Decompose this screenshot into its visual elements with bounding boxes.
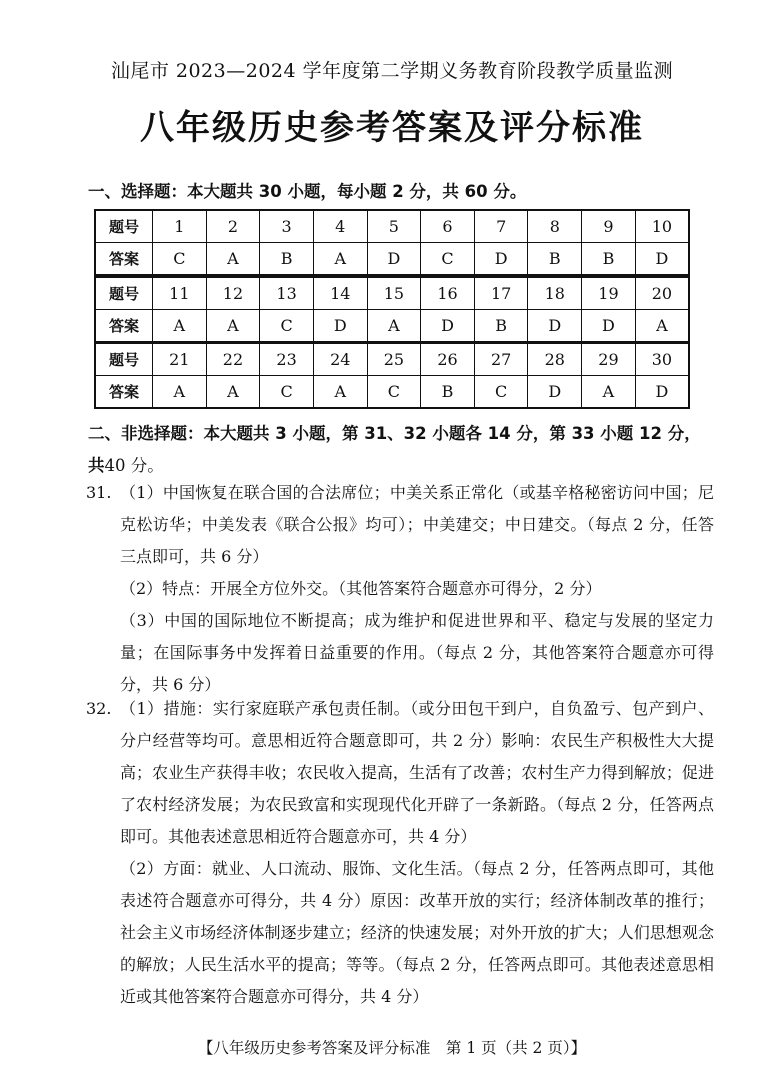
page-footer: 【八年级历史参考答案及评分标准 第 1 页（共 2 页）】 — [197, 1039, 587, 1057]
answer-table-2 — [94, 276, 690, 343]
answer-table-1 — [94, 209, 690, 276]
question-number: 3 — [260, 210, 314, 243]
question-number: 15 — [367, 277, 421, 310]
answer-cell: D — [635, 376, 689, 409]
answer-cell: A — [313, 243, 367, 276]
question-number: 8 — [528, 210, 582, 243]
question-number-label: 31. — [86, 483, 112, 502]
exam-header: 汕尾市 2023—2024 学年度第二学期义务教育阶段教学质量监测 — [110, 60, 674, 82]
q32-part1: （1）措施：实行家庭联产承包责任制。（或分田包干到户，自负盈亏、包产到户、分户经营等均可。意思相近符合题意即可，共 2 分）影响：农民生产积极性大大提高；农业生产获得丰收；农民收入提高，生活有了改善；农村生产力得到解放；促进了农村经济发展；为农民致富和实现现代化开辟了一条新路。（每点 2 分，任答两点即可。其他表述意思相近符合题意亦可，共 4 分） — [120, 699, 714, 846]
answer-cell: A — [153, 376, 207, 409]
answer-cell: A — [635, 310, 689, 343]
answer-cell: D — [421, 310, 475, 343]
question-number: 13 — [260, 277, 314, 310]
row-label: 题号 — [95, 210, 153, 243]
row-label: 题号 — [95, 343, 153, 376]
answer-cell: A — [313, 376, 367, 409]
answer-table-3 — [94, 342, 690, 409]
question-number: 25 — [367, 343, 421, 376]
question-number-label: 32. — [86, 699, 112, 718]
table-row-answers — [95, 376, 689, 409]
table-row-numbers — [95, 210, 689, 243]
answer-cell: B — [528, 243, 582, 276]
question-number: 6 — [421, 210, 475, 243]
row-label: 答案 — [95, 376, 153, 409]
answer-cell: C — [153, 243, 207, 276]
answer-cell: C — [260, 310, 314, 343]
question-number: 7 — [474, 210, 528, 243]
answer-cell: D — [528, 310, 582, 343]
answer-cell: A — [153, 310, 207, 343]
question-number: 22 — [206, 343, 260, 376]
section2-heading-bold: 二、非选择题：本大题共 3 小题，第 31、32 小题各 14 分，第 33 小题 12 分，共 — [88, 424, 701, 475]
question-number: 20 — [635, 277, 689, 310]
q32-part2: （2）方面：就业、人口流动、服饰、文化生活。（每点 2 分，任答两点即可，其他表述符合题意亦可得分，共 4 分）原因：改革开放的实行；经济体制改革的推行；社会主义市场经济体制逐步建立；经济的快速发展；对外开放的扩大；人们思想观念的解放；人民生活水平的提高；等等。（每点 2 分，任答两点即可。其他表述意思相近或其他答案符合题意亦可得分，共 4 分） — [120, 859, 714, 1006]
answer-cell: D — [635, 243, 689, 276]
question-number: 26 — [421, 343, 475, 376]
section2-heading-tail: 40 分。 — [104, 456, 164, 475]
q31-part2: （2）特点：开展全方位外交。（其他答案符合题意亦可得分，2 分） — [120, 579, 602, 598]
answer-cell: A — [206, 310, 260, 343]
question-number: 17 — [474, 277, 528, 310]
table-row-answers — [95, 310, 689, 343]
answer-cell: D — [528, 376, 582, 409]
row-label: 题号 — [95, 277, 153, 310]
question-number: 27 — [474, 343, 528, 376]
question-number: 28 — [528, 343, 582, 376]
section1-heading: 一、选择题：本大题共 30 小题，每小题 2 分，共 60 分。 — [88, 182, 527, 201]
table-row-numbers — [95, 343, 689, 376]
question-number: 5 — [367, 210, 421, 243]
answer-cell: A — [206, 243, 260, 276]
question-number: 2 — [206, 210, 260, 243]
answer-cell: B — [260, 243, 314, 276]
row-label: 答案 — [95, 310, 153, 343]
table-row-numbers — [95, 277, 689, 310]
q31-part1: （1）中国恢复在联合国的合法席位；中美关系正常化（或基辛格秘密访问中国；尼克松访华；中美发表《联合公报》均可）；中美建交；中日建交。（每点 2 分，任答三点即可，共 6 分） — [120, 483, 714, 566]
answer-cell: A — [582, 376, 636, 409]
question-number: 23 — [260, 343, 314, 376]
question-32 — [86, 693, 714, 1013]
question-number: 12 — [206, 277, 260, 310]
question-number: 11 — [153, 277, 207, 310]
section2-heading — [88, 418, 712, 482]
question-number: 29 — [582, 343, 636, 376]
question-number: 19 — [582, 277, 636, 310]
answer-cell: C — [421, 243, 475, 276]
table-row-answers — [95, 243, 689, 276]
question-number: 1 — [153, 210, 207, 243]
question-number: 24 — [313, 343, 367, 376]
answer-cell: D — [313, 310, 367, 343]
question-number: 18 — [528, 277, 582, 310]
answer-cell: A — [367, 310, 421, 343]
answer-cell: B — [582, 243, 636, 276]
answer-cell: C — [474, 376, 528, 409]
q31-part3: （3）中国的国际地位不断提高；成为维护和促进世界和平、稳定与发展的坚定力量；在国际事务中发挥着日益重要的作用。（每点 2 分，其他答案符合题意亦可得分，共 6 分） — [120, 611, 714, 694]
question-number: 21 — [153, 343, 207, 376]
question-number: 16 — [421, 277, 475, 310]
answer-cell: C — [260, 376, 314, 409]
question-number: 30 — [635, 343, 689, 376]
answer-cell: A — [206, 376, 260, 409]
question-number: 4 — [313, 210, 367, 243]
answer-cell: B — [474, 310, 528, 343]
answer-cell: B — [421, 376, 475, 409]
question-number: 9 — [582, 210, 636, 243]
answer-cell: C — [367, 376, 421, 409]
answer-cell: D — [367, 243, 421, 276]
answer-cell: D — [582, 310, 636, 343]
page-title: 八年级历史参考答案及评分标准 — [140, 108, 644, 148]
question-31 — [86, 477, 714, 701]
row-label: 答案 — [95, 243, 153, 276]
answer-cell: D — [474, 243, 528, 276]
question-number: 14 — [313, 277, 367, 310]
question-number: 10 — [635, 210, 689, 243]
